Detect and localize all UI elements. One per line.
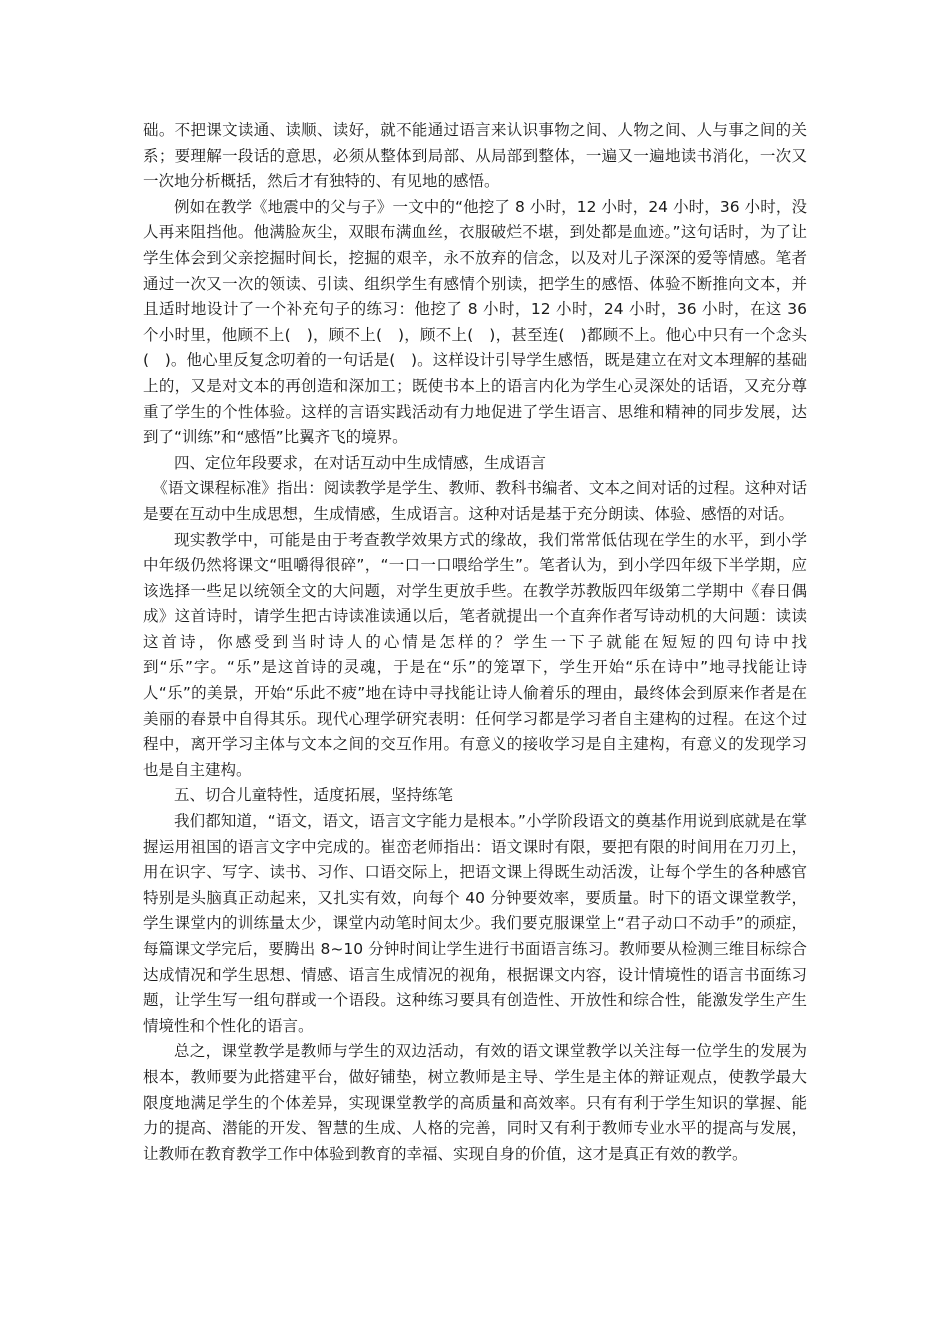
paragraph-teaching-practice: 现实教学中，可能是由于考查教学效果方式的缘故，我们常常低估现在学生的水平，到小学中年级仍然将课文“咀嚼得很碎”，“一口一口喂给学生”。笔者认为，到小学四年级下半学期，应该选择一些足以统领全文的大问题，对学生更放手些。在教学苏教版四年级第二学期中《春日偶成》这首诗时，请学生把古诗读准读通以后，笔者就提出一个直奔作者写诗动机的大问题：读读这首诗，你感受到当时诗人的心情是怎样的？学生一下子就能在短短的四句诗中找到“乐”字。“乐”是这首诗的灵魂，于是在“乐”的笼罩下，学生开始“乐在诗中”地寻找能让诗人“乐”的美景，开始“乐此不疲”地在诗中寻找能让诗人偷着乐的理由，最终体会到原来作者是在美丽的春景中自得其乐。现代心理学研究表明：任何学习都是学习者自主建构的过程。在这个过程中，离开学习主体与文本之间的交互作用。有意义的接收学习是自主建构，有意义的发现学习也是自主建构。 [143, 530, 807, 779]
paragraph-conclusion: 总之，课堂教学是教师与学生的双边活动，有效的语文课堂教学以关注每一位学生的发展为根本，教师要为此搭建平台，做好铺垫，树立教师是主导、学生是主体的辩证观点，使教学最大限度地满足学生的个体差异，实现课堂教学的高质量和高效率。只有有利于学生知识的掌握、能力的提高、潜能的开发、智慧的生成、人格的完善，同时又有利于教师专业水平的提高与发展，让教师在教育教学工作中体验到教育的幸福、实现自身的价值，这才是真正有效的教学。 [143, 1042, 807, 1163]
paragraph-example: 例如在教学《地震中的父与子》一文中的“他挖了 8 小时，12 小时，24 小时，36 小时，没人再来阻挡他。他满脸灰尘，双眼布满血丝，衣服破烂不堪，到处都是血迹。”这句话时，为了让学生体会到父亲挖掘时间长，挖掘的艰辛，永不放弃的信念，以及对儿子深深的爱等情感。笔者通过一次又一次的领读、引读、组织学生有感情个别读，把学生的感悟、体验不断推向文本，并且适时地设计了一个补充句子的练习：他挖了 8 小时，12 小时，24 小时，36 小时，在这 36 个小时里，他顾不上( )，顾不上( )，顾不上( )，甚至连( )都顾不上。他心中只有一个念头( )。他心里反复念叨着的一句话是( )。这样设计引导学生感悟，既是建立在对文本理解的基础上的，又是对文本的再创造和深加工；既使书本上的语言内化为学生心灵深处的话语，又充分尊重了学生的个性体验。这样的言语实践活动有力地促进了学生语言、思维和精神的同步发展，达到了“训练”和“感悟”比翼齐飞的境界。 [143, 197, 807, 447]
paragraph-continuation: 础。不把课文读通、读顺、读好，就不能通过语言来认识事物之间、人物之间、人与事之间的关系；要理解一段话的意思，必须从整体到局部、从局部到整体，一遍又一遍地读书消化，一次又一次地分析概括，然后才有独特的、有见地的感悟。 [143, 121, 807, 191]
section-heading-5: 五、切合儿童特性，适度拓展，坚持练笔 [174, 786, 454, 805]
paragraph-standard-quote: 《语文课程标准》指出：阅读教学是学生、教师、教科书编者、文本之间对话的过程。这种对话是要在互动中生成思想，生成情感，生成语言。这种对话是基于充分朗读、体验、感悟的对话。 [143, 479, 807, 523]
document-page [143, 118, 807, 1167]
paragraph-writing-practice: 我们都知道，“语文，语文，语言文字能力是根本。”小学阶段语文的奠基作用说到底就是在掌握运用祖国的语言文字中完成的。崔峦老师指出：语文课时有限，要把有限的时间用在刀刃上，用在识字、写字、读书、习作、口语交际上，把语文课上得既生动活泼，让每个学生的各种感官特别是头脑真正动起来，又扎实有效，向每个 40 分钟要效率，要质量。时下的语文课堂教学，学生课堂内的训练量太少，课堂内动笔时间太少。我们要克服课堂上“君子动口不动手”的顽症，每篇课文学完后，要腾出 8~10 分钟时间让学生进行书面语言练习。教师要从检测三维目标综合达成情况和学生思想、情感、语言生成情况的视角，根据课文内容，设计情境性的语言书面练习题，让学生写一组句群或一个语段。这种练习要具有创造性、开放性和综合性，能激发学生产生情境性和个性化的语言。 [143, 812, 807, 1035]
section-heading-4: 四、定位年段要求，在对话互动中生成情感，生成语言 [174, 453, 547, 472]
